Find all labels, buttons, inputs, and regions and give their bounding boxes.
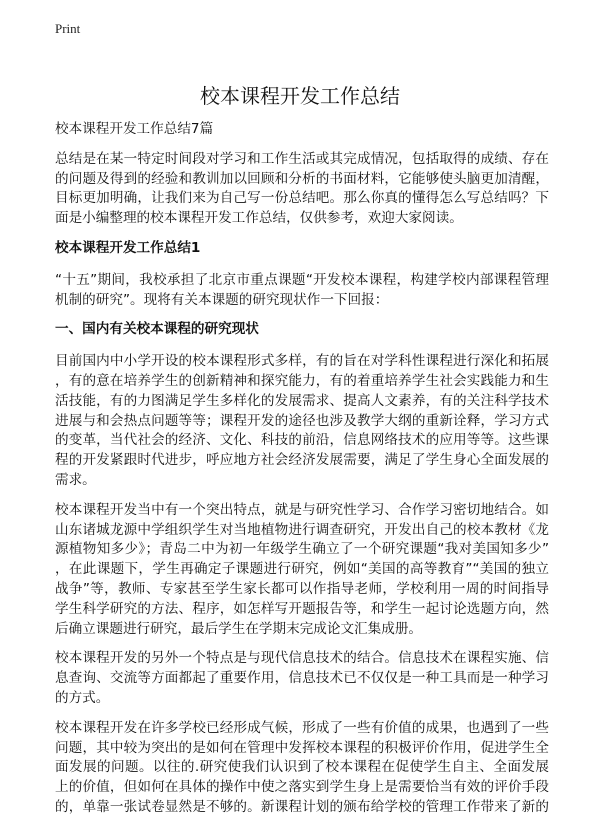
subheading: 一、国内有关校本课程的研究现状 [55,321,259,338]
text-line: 需求。 [55,471,96,488]
text-line: 息查询、交流等方面都起了重要作用，信息技术已不仅仅是一种工具而是一种学习 [55,670,549,687]
section-intro-paragraph [55,271,549,311]
text-line: 战争”等，教师、专家甚至学生家长都可以作指导老师，学校利用一周的时间指导 [55,580,549,597]
text-line: 程的开发紧跟时代进步，呼应地方社会经济发展需要，满足了学生身心全面发展的 [55,452,549,469]
text-line: 校本课程开发在许多学校已经形成气候，形成了一些有价值的成果，也遇到了一些 [55,719,549,736]
text-line: 面是小编整理的校本课程开发工作总结，仅供参考，欢迎大家阅读。 [55,210,463,227]
intro-paragraph [55,150,549,229]
text-line: 上的价值，但如何在具体的操作中使之落实到学生身上是需要恰当有效的评价手段 [55,779,549,796]
text-line: 的问题及得到的经验和教训加以回顾和分析的书面材料，它能够使头脑更加清醒， [55,170,549,187]
body-paragraph [55,352,549,491]
body-paragraph [55,649,549,708]
text-line: 面发展的问题。以往的.研究使我们认识到了校本课程在促使学生自主、全面发展 [55,759,549,776]
subtitle [55,120,549,140]
text-line: ，有的意在培养学生的创新精神和探究能力，有的着重培养学生社会实践能力和生 [55,372,549,389]
text-line: 的方式。 [55,689,110,706]
text-line: 的变革，当代社会的经济、文化、科技的前沿，信息网络技术的应用等等。这些课 [55,432,549,449]
text-line: 总结是在某一特定时间段对学习和工作生活或其完成情况，包括取得的成绩、存在 [55,150,549,167]
text-line: 目标更加明确，让我们来为自己写一份总结吧。那么你真的懂得怎么写总结吗？下 [55,190,549,207]
text-line: 校本课程开发当中有一个突出特点，就是与研究性学习、合作学习密切地结合。如 [55,501,549,518]
body-paragraph [55,501,549,640]
text-line: 山东诸城龙源中学组织学生对当地植物进行调查研究，开发出自己的校本教材《龙 [55,521,549,538]
text-line: 学生科学研究的方法、程序，如怎样写开题报告等，和学生一起讨论选题方向，然 [55,600,549,617]
body-paragraph [55,719,549,818]
text-line: 活技能，有的力图满足学生多样化的发展需求、提高人文素养，有的关注科学技术 [55,392,549,409]
text-line: 源植物知多少》；青岛二中为初一年级学生确立了一个研究课题“我对美国知多少” [55,541,549,558]
text-line: 机制的研究”。现将有关本课题的研究现状作一下回报： [55,291,389,308]
print-link[interactable]: Print [55,21,81,36]
subtitle-text: 校本课程开发工作总结7篇 [55,121,214,137]
text-line: 目前国内中小学开设的校本课程形式多样，有的旨在对学科性课程进行深化和拓展 [55,353,549,370]
text-line: 的，单靠一张试卷显然是不够的。新课程计划的颁布给学校的管理工作带来了新的 [55,798,549,815]
text-line: 进展与和会热点问题等等；课程开发的途径也涉及教学大纲的重新诠释，学习方式 [55,412,549,429]
text-line: 问题，其中较为突出的是如何在管理中发挥校本课程的积极评价作用，促进学生全 [55,739,549,756]
page-title: 校本课程开发工作总结 [200,84,400,108]
text-line: ，在此课题下，学生再确定子课题进行研究，例如“美国的高等教育”“美国的独立 [55,561,549,578]
document-body [55,120,549,828]
section-heading: 校本课程开发工作总结1 [55,239,201,256]
text-line: 校本课程开发的另外一个特点是与现代信息技术的结合。信息技术在课程实施、信 [55,650,549,667]
text-line: 后确立课题进行研究，最后学生在学期末完成论文汇集成册。 [55,620,423,637]
text-line: “十五”期间，我校承担了北京市重点课题“开发校本课程，构建学校内部课程管理 [55,271,549,288]
